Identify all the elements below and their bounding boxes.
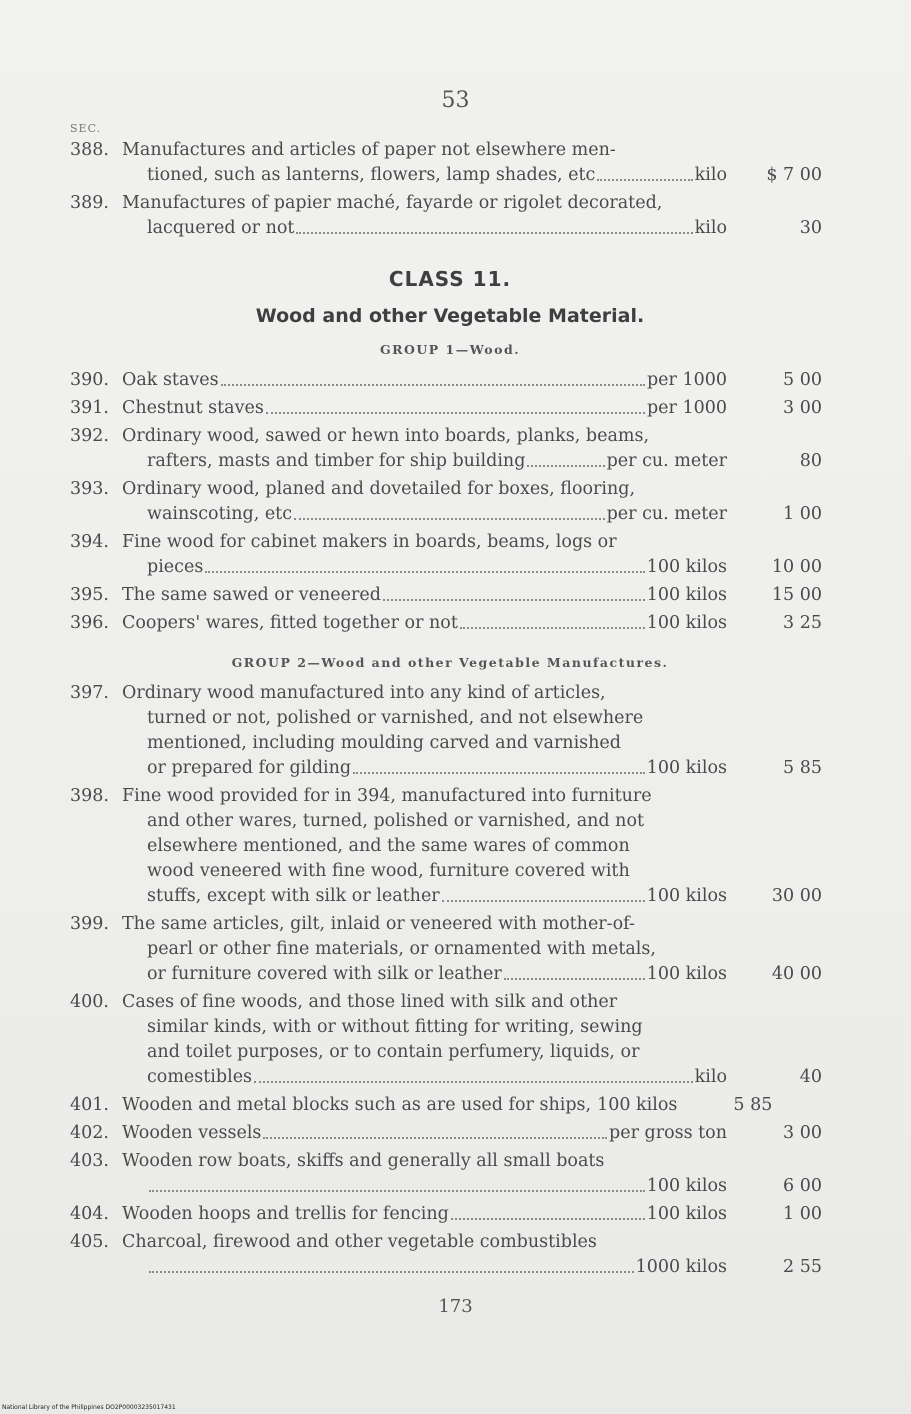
- leader-dots: [527, 465, 604, 467]
- tariff-entry: [70, 477, 830, 527]
- entry-duty: 10 00: [771, 557, 822, 577]
- entry-description: Wooden and metal blocks such as are used for ships,: [122, 1095, 592, 1115]
- entry-unit: per 1000: [646, 370, 727, 390]
- page-number-bottom: 173: [438, 1296, 473, 1317]
- entry-line: [70, 396, 830, 421]
- leader-dots: [504, 978, 645, 980]
- entry-description: Coopers' wares, fitted together or not: [122, 613, 458, 633]
- entry-description: lacquered or not: [147, 218, 295, 238]
- tariff-entries: [70, 138, 830, 1283]
- entry-line: [70, 912, 830, 937]
- entries-group-2: [70, 681, 830, 1280]
- entry-line: [70, 1202, 830, 1227]
- leader-dots: [149, 1190, 645, 1192]
- entry-description: Ordinary wood manufactured into any kind of articles,: [122, 683, 606, 703]
- leader-dots: [460, 627, 645, 629]
- tariff-entry: [70, 681, 830, 781]
- entry-duty: 80: [799, 451, 822, 471]
- leader-dots: [296, 232, 692, 234]
- group-2-title: GROUP 2—Wood and other Vegetable Manufactures.: [231, 655, 669, 670]
- entry-line: [70, 859, 830, 884]
- entry-number: 405.: [70, 1232, 109, 1252]
- entry-unit: 100 kilos: [646, 585, 727, 605]
- leader-dots: [205, 571, 644, 573]
- entry-line: [70, 216, 830, 241]
- entry-line: [70, 611, 830, 636]
- entry-description: Ordinary wood, planed and dovetailed for boxes, flooring,: [122, 479, 636, 499]
- entry-unit: per cu. meter: [606, 451, 727, 471]
- entry-description: or furniture covered with silk or leather: [147, 964, 502, 984]
- entry-unit: kilo: [694, 218, 727, 238]
- tariff-entry: [70, 1149, 830, 1199]
- entry-description: elsewhere mentioned, and the same wares of common: [147, 836, 630, 856]
- entry-description: wood veneered with fine wood, furniture covered with: [147, 861, 630, 881]
- entry-duty: 6 00: [783, 1176, 822, 1196]
- tariff-entry: [70, 784, 830, 909]
- leader-dots: [149, 1271, 634, 1273]
- entry-number: 392.: [70, 426, 109, 446]
- entry-description: The same sawed or veneered: [122, 585, 381, 605]
- entry-description: rafters, masts and timber for ship building: [147, 451, 526, 471]
- tariff-entry: [70, 583, 830, 608]
- entry-unit: 100 kilos: [646, 1204, 727, 1224]
- entry-description: comestibles: [147, 1067, 253, 1087]
- tariff-entry: [70, 138, 830, 188]
- leader-dots: [254, 1081, 693, 1083]
- entry-unit: 100 kilos: [646, 886, 727, 906]
- entry-unit: 100 kilos: [597, 1095, 678, 1115]
- entry-line: [70, 834, 830, 859]
- entry-line: [70, 1174, 830, 1199]
- entry-description: pearl or other fine materials, or ornamented with metals,: [147, 939, 656, 959]
- entry-duty: 40: [799, 1067, 822, 1087]
- section-label: SEC.: [70, 122, 102, 135]
- entry-description: tioned, such as lanterns, flowers, lamp shades, etc: [147, 165, 596, 185]
- entry-line: [70, 191, 830, 216]
- tariff-entry: [70, 912, 830, 987]
- entry-description: Manufactures of papier maché, fayarde or rigolet decorated,: [122, 193, 663, 213]
- leader-dots: [442, 900, 645, 902]
- entry-description: Fine wood for cabinet makers in boards, beams, logs or: [122, 532, 617, 552]
- tariff-entry: [70, 368, 830, 393]
- entry-number: 404.: [70, 1204, 109, 1224]
- entry-description: wainscoting, etc: [147, 504, 293, 524]
- entry-description: Ordinary wood, sawed or hewn into boards, planks, beams,: [122, 426, 650, 446]
- tariff-entry: [70, 1202, 830, 1227]
- entry-number: 403.: [70, 1151, 109, 1171]
- entry-line: [70, 756, 830, 781]
- tariff-entry: [70, 396, 830, 421]
- entry-line: [70, 163, 830, 188]
- entry-number: 400.: [70, 992, 109, 1012]
- entry-unit: kilo: [694, 165, 727, 185]
- entry-description: similar kinds, with or without fitting for writing, sewing: [147, 1017, 643, 1037]
- library-credit: National Library of the Philippines DO2P00003235017431: [2, 1404, 176, 1411]
- entry-description: Fine wood provided for in 394, manufactured into furniture: [122, 786, 652, 806]
- tariff-entry: [70, 1093, 830, 1118]
- leader-dots: [294, 518, 605, 520]
- entry-line: [70, 583, 830, 608]
- entry-number: 401.: [70, 1095, 109, 1115]
- tariff-entry: [70, 611, 830, 636]
- entry-line: [70, 555, 830, 580]
- tariff-entry: [70, 530, 830, 580]
- entry-number: 391.: [70, 398, 109, 418]
- entry-line: [70, 449, 830, 474]
- entry-unit: 100 kilos: [646, 1176, 727, 1196]
- entry-unit: kilo: [694, 1067, 727, 1087]
- entries-group-1: [70, 368, 830, 636]
- entry-description: pieces: [147, 557, 204, 577]
- entry-description: Wooden row boats, skiffs and generally all small boats: [122, 1151, 605, 1171]
- entry-line: [70, 1149, 830, 1174]
- entry-number: 388.: [70, 140, 109, 160]
- entry-line: [70, 1255, 830, 1280]
- entry-number: 395.: [70, 585, 109, 605]
- entry-description: or prepared for gilding: [147, 758, 352, 778]
- entry-number: 394.: [70, 532, 109, 552]
- entry-line: [70, 937, 830, 962]
- entry-duty: 5 00: [783, 370, 822, 390]
- entry-unit: 1000 kilos: [635, 1257, 727, 1277]
- entry-line: [70, 962, 830, 987]
- entry-duty: 3 00: [783, 1123, 822, 1143]
- class-subtitle: Wood and other Vegetable Material.: [255, 305, 645, 327]
- entry-unit: per gross ton: [609, 1123, 727, 1143]
- leader-dots: [597, 179, 692, 181]
- entry-unit: per cu. meter: [606, 504, 727, 524]
- entry-unit: 100 kilos: [646, 557, 727, 577]
- entry-line: [70, 1065, 830, 1090]
- leader-dots: [451, 1218, 645, 1220]
- leader-dots: [353, 772, 645, 774]
- tariff-entry: [70, 1230, 830, 1280]
- entry-duty: 15 00: [771, 585, 822, 605]
- entry-line: [70, 424, 830, 449]
- entry-description: Chestnut staves: [122, 398, 264, 418]
- tariff-entry: [70, 1121, 830, 1146]
- entry-line: [70, 1121, 830, 1146]
- entry-description: The same articles, gilt, inlaid or veneered with mother-of-: [122, 914, 635, 934]
- entry-duty: 5 85: [733, 1095, 773, 1115]
- entry-line: [70, 1230, 830, 1255]
- entry-line: [70, 1040, 830, 1065]
- group-1-title: GROUP 1—Wood.: [379, 342, 521, 357]
- entry-unit: per 1000: [646, 398, 727, 418]
- entry-description: stuffs, except with silk or leather: [147, 886, 440, 906]
- entry-number: 398.: [70, 786, 109, 806]
- entry-line: [70, 530, 830, 555]
- entry-line: [70, 477, 830, 502]
- entry-number: 399.: [70, 914, 109, 934]
- entry-description: turned or not, polished or varnished, and not elsewhere: [147, 708, 644, 728]
- entry-line: [70, 1093, 830, 1118]
- entry-description: mentioned, including moulding carved and varnished: [147, 733, 621, 753]
- entry-duty: 30: [799, 218, 822, 238]
- leader-dots: [263, 1137, 607, 1139]
- entry-description: Manufactures and articles of paper not elsewhere men-: [122, 140, 616, 160]
- entry-number: 390.: [70, 370, 109, 390]
- entry-duty: $ 7 00: [766, 165, 822, 185]
- entry-duty: 5 85: [783, 758, 822, 778]
- entry-duty: 1 00: [783, 504, 822, 524]
- class-title: CLASS 11.: [388, 267, 512, 291]
- entry-number: 402.: [70, 1123, 109, 1143]
- entry-unit: 100 kilos: [646, 964, 727, 984]
- entry-line: [70, 368, 830, 393]
- entry-line: [70, 809, 830, 834]
- entry-duty: 1 00: [783, 1204, 822, 1224]
- entry-description: Wooden vessels: [122, 1123, 262, 1143]
- entry-description: Charcoal, firewood and other vegetable combustibles: [122, 1232, 597, 1252]
- tariff-entry: [70, 990, 830, 1090]
- entry-line: [70, 784, 830, 809]
- entry-description: and toilet purposes, or to contain perfumery, liquids, or: [147, 1042, 640, 1062]
- entry-line: [70, 681, 830, 706]
- entry-description: and other wares, turned, polished or varnished, and not: [147, 811, 645, 831]
- entry-line: [70, 884, 830, 909]
- entry-unit: 100 kilos: [646, 758, 727, 778]
- entry-number: 396.: [70, 613, 109, 633]
- tariff-entry: [70, 424, 830, 474]
- entry-line: [70, 990, 830, 1015]
- entry-line: [70, 731, 830, 756]
- leader-dots: [221, 384, 645, 386]
- entry-description: Oak staves: [122, 370, 219, 390]
- entries-top: [70, 138, 830, 241]
- page-number-top: 53: [441, 88, 470, 113]
- tariff-entry: [70, 191, 830, 241]
- entry-number: 389.: [70, 193, 109, 213]
- entry-line: [70, 502, 830, 527]
- entry-line: [70, 1015, 830, 1040]
- entry-duty: 40 00: [771, 964, 822, 984]
- entry-number: 397.: [70, 683, 109, 703]
- leader-dots: [383, 599, 645, 601]
- entry-line: [70, 138, 830, 163]
- entry-line: [70, 706, 830, 731]
- entry-duty: 2 55: [783, 1257, 822, 1277]
- entry-unit: 100 kilos: [646, 613, 727, 633]
- entry-description: Wooden hoops and trellis for fencing: [122, 1204, 449, 1224]
- entry-duty: 3 00: [783, 398, 822, 418]
- entry-number: 393.: [70, 479, 109, 499]
- leader-dots: [266, 412, 645, 414]
- entry-duty: 3 25: [783, 613, 822, 633]
- entry-duty: 30 00: [771, 886, 822, 906]
- entry-description: Cases of fine woods, and those lined with silk and other: [122, 992, 618, 1012]
